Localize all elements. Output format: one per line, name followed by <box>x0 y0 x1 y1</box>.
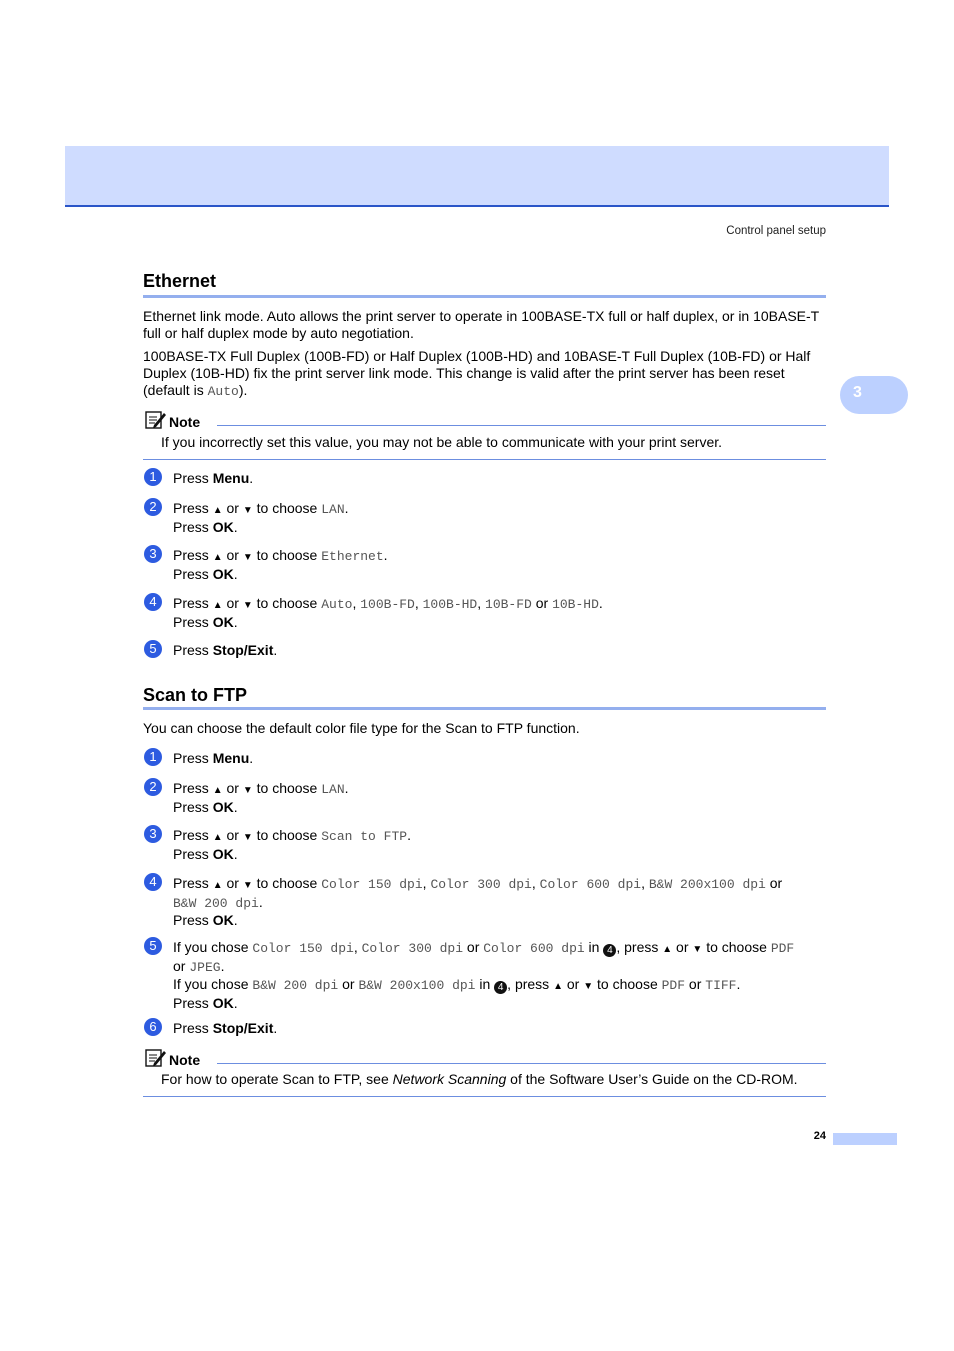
down-arrow-icon: ▼ <box>583 981 594 992</box>
note-text: If you incorrectly set this value, you may not be able to communicate with your print server. <box>161 434 723 450</box>
up-arrow-icon: ▲ <box>212 832 223 843</box>
step-number: 5 <box>144 640 162 658</box>
down-arrow-icon: ▼ <box>242 600 253 611</box>
step-text: If you chose Color 150 dpi, Color 300 dpi or Color 600 dpi in 4 , press ▲ or ▼ to choose PDF or JPEG. If you chose B&W 200 dpi or B&W 200x100 dpi in 4 , press ▲ or ▼ to choose PDF or TIFF. Press OK. <box>173 939 795 1011</box>
step-number: 3 <box>144 825 162 843</box>
step-text: Press Stop/Exit. <box>173 1020 278 1036</box>
step-number: 4 <box>144 873 162 891</box>
step-text: Press Menu. <box>173 470 254 486</box>
page-number-bar <box>833 1133 897 1145</box>
step-text: Press ▲ or ▼ to choose LAN. Press OK. <box>173 780 349 815</box>
step-number: 4 <box>144 593 162 611</box>
down-arrow-icon: ▼ <box>242 880 253 891</box>
note-label: Note <box>169 414 201 430</box>
step-number: 2 <box>144 498 162 516</box>
note-rule-bottom <box>143 1096 826 1097</box>
step-text: Press Stop/Exit. <box>173 642 278 658</box>
note-pencil-icon <box>145 1048 167 1068</box>
step-text: Press ▲ or ▼ to choose Ethernet. Press OK. <box>173 547 388 582</box>
up-arrow-icon: ▲ <box>212 552 223 563</box>
up-arrow-icon: ▲ <box>212 600 223 611</box>
step-reference-icon: 4 <box>603 944 616 957</box>
step-text: Press ▲ or ▼ to choose LAN. Press OK. <box>173 500 349 535</box>
note-rule-top <box>217 1063 826 1064</box>
down-arrow-icon: ▼ <box>242 832 253 843</box>
section-title-scan-to-ftp: Scan to FTP <box>143 685 248 705</box>
chapter-tab <box>840 376 908 414</box>
note-pencil-icon <box>145 410 167 430</box>
step-number: 2 <box>144 778 162 796</box>
up-arrow-icon: ▲ <box>212 505 223 516</box>
ethernet-para-1: Ethernet link mode. Auto allows the print server to operate in 100BASE-TX full or half duplex, or in 10BASE-T full or half duplex mode by auto negotiation. <box>143 308 819 341</box>
step-number: 6 <box>144 1018 162 1036</box>
down-arrow-icon: ▼ <box>692 944 703 955</box>
note-text: For how to operate Scan to FTP, see Network Scanning of the Software User’s Guide on the CD-ROM. <box>161 1071 798 1087</box>
down-arrow-icon: ▼ <box>242 785 253 796</box>
page-number: 24 <box>813 1130 826 1142</box>
note-rule-bottom <box>143 459 826 460</box>
step-number: 3 <box>144 545 162 563</box>
up-arrow-icon: ▲ <box>212 880 223 891</box>
step-number: 1 <box>144 748 162 766</box>
step-reference-icon: 4 <box>494 981 507 994</box>
up-arrow-icon: ▲ <box>212 785 223 796</box>
section-rule <box>143 707 826 710</box>
step-text: Press ▲ or ▼ to choose Scan to FTP. Press OK. <box>173 827 411 862</box>
up-arrow-icon: ▲ <box>553 981 563 992</box>
down-arrow-icon: ▼ <box>242 505 253 516</box>
section-rule <box>143 295 826 298</box>
note-rule-top <box>217 425 826 426</box>
note-label: Note <box>169 1052 201 1068</box>
down-arrow-icon: ▼ <box>242 552 253 563</box>
running-title: Control panel setup <box>726 225 826 237</box>
up-arrow-icon: ▲ <box>662 944 673 955</box>
ethernet-para-2: 100BASE-TX Full Duplex (100B-FD) or Half Duplex (100B-HD) and 10BASE-T Full Duplex (10B-FD) or Half Duplex (10B-HD) fix the print server link mode. This change is valid after the print server has been reset (default is Auto). <box>143 348 811 399</box>
step-text: Press ▲ or ▼ to choose Color 150 dpi, Color 300 dpi, Color 600 dpi, B&W 200x100 dpi or B&W 200 dpi. Press OK. <box>173 875 783 928</box>
chapter-number: 3 <box>853 384 862 401</box>
header-band <box>65 146 889 207</box>
step-text: Press Menu. <box>173 750 254 766</box>
step-number: 5 <box>144 937 162 955</box>
scan-ftp-para-1: You can choose the default color file type for the Scan to FTP function. <box>143 720 580 736</box>
step-text: Press ▲ or ▼ to choose Auto, 100B-FD, 100B-HD, 10B-FD or 10B-HD. Press OK. <box>173 595 603 630</box>
step-number: 1 <box>144 468 162 486</box>
section-title-ethernet: Ethernet <box>143 271 217 291</box>
